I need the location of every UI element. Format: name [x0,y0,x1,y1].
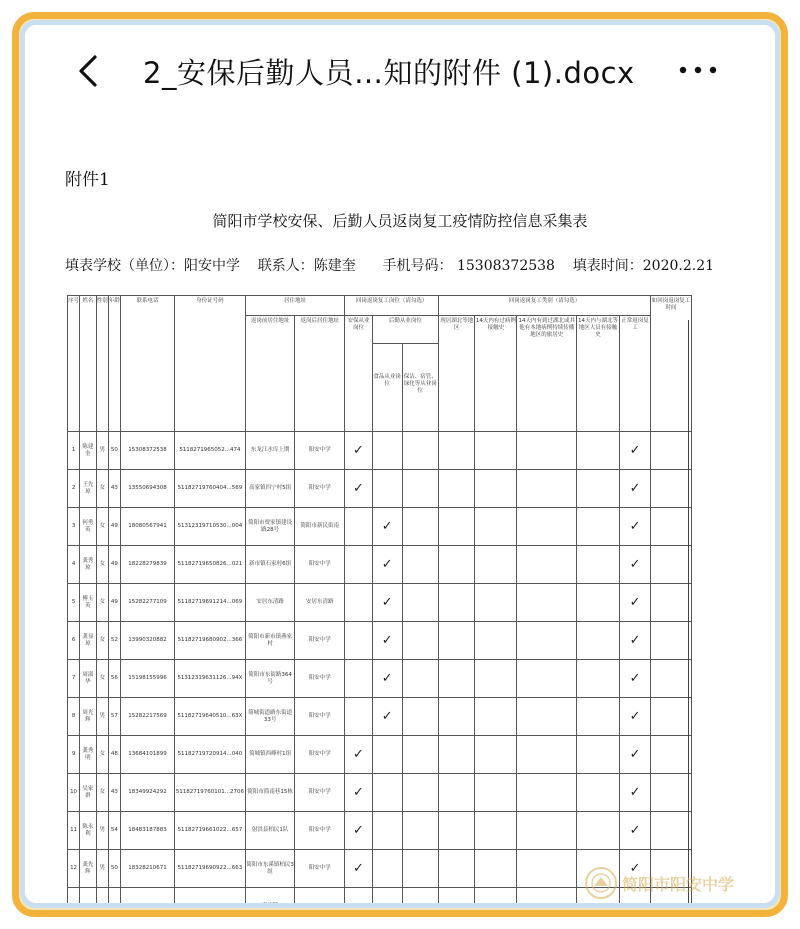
th-name: 姓名 [80,296,97,432]
info-table [67,295,692,908]
cell-name: 龚秀明 [80,736,97,774]
cell-hubei [439,698,475,736]
cell-security [345,508,373,546]
table-row [68,736,692,774]
table-body [68,432,692,909]
cell-t14 [517,660,577,698]
cell-age: 49 [108,508,120,546]
cell-clean [402,774,438,812]
more-horizontal-icon [675,55,721,85]
cell-phone [120,888,174,909]
more-button[interactable] [675,55,721,85]
cell-hubei [439,850,475,888]
th-security: 安保从业岗位 [345,316,373,432]
table-row [68,508,692,546]
cell-normal: ✓ [620,774,651,812]
school-emblem-icon [584,866,618,900]
cell-food [372,850,402,888]
cell-security [345,546,373,584]
watermark-text: 简阳市阳安中学 [622,874,735,894]
cell-other [651,774,692,812]
cell-addr1: 东龙江水库上期 [245,432,295,470]
cell-other [651,470,692,508]
cell-food: ✓ [372,584,402,622]
cell-v14 [577,622,620,660]
table-row [68,432,692,470]
cell-gender: 男 [96,698,108,736]
cell-seq: 8 [68,698,80,736]
cell-gender: 女 [96,622,108,660]
cell-addr1: 新市镇石家村6组 [245,546,295,584]
cell-normal: ✓ [620,622,651,660]
cell-c14 [475,432,517,470]
cell-hubei [439,812,475,850]
cell-security: ✓ [345,850,373,888]
cell-normal: ✓ [620,812,651,850]
th-normal: 正常返岗复工 [620,316,651,432]
cell-addr1: 简城镇西峰村1组 [245,736,295,774]
cell-name: 周光辉 [80,698,97,736]
cell-addr2: 简阳市新民街南 [295,508,345,546]
cell-age: 50 [108,432,120,470]
cell-clean [402,812,438,850]
watermark [584,863,784,903]
cell-normal: ✓ [620,432,651,470]
cell-gender: 女 [96,774,108,812]
cell-food [372,812,402,850]
cell-name: 傅玉英 [80,584,97,622]
cell-food: ✓ [372,660,402,698]
cell-addr2: 阳安中学 [295,660,345,698]
cell-phone: 13684101899 [120,736,174,774]
th-age: 年龄 [108,296,120,432]
table-row [68,774,692,812]
cell-v14 [577,660,620,698]
cell-id: 51182719640510...63X [175,698,246,736]
cell-phone: 15198155996 [120,660,174,698]
cell-addr1: 高家镇 [245,888,295,909]
cell-seq [68,888,80,909]
cell-security [345,622,373,660]
date-label: 填表时间： [572,258,643,274]
cell-c14 [475,774,517,812]
cell-name: 周淑华 [80,660,97,698]
cell-normal: ✓ [620,850,651,888]
cell-security [345,698,373,736]
cell-name: 龚先辉 [80,850,97,888]
cell-id: 51182719680902...366 [175,622,246,660]
cell-c14 [475,736,517,774]
school-value: 阳安中学 [184,258,240,274]
cell-hubei [439,508,475,546]
cell-addr2: 阳安中学 [295,698,345,736]
table-row [68,546,692,584]
cell-t14 [517,508,577,546]
cell-v14 [577,736,620,774]
cell-addr2: 阳安中学 [295,470,345,508]
cell-c14 [475,508,517,546]
cell-name: 龚秀琼 [80,546,97,584]
school-label: 填表学校（单位）： [65,258,184,274]
cell-name: 吴家群 [80,774,97,812]
th-id: 身份证号码 [175,296,246,432]
cell-addr2: 阳安中学 [295,812,345,850]
cell-addr2: 阳安中学 [295,546,345,584]
cell-v14 [577,432,620,470]
cell-other [651,508,692,546]
cell-c14 [475,470,517,508]
cell-id: 51182719720914...040 [175,736,246,774]
table-row [68,698,692,736]
cell-id: 51182719650826...021 [175,546,246,584]
th-addr-after: 返岗后居住地址 [295,316,345,432]
cell-other [651,812,692,850]
cell-age: 43 [108,470,120,508]
cell-food [372,888,402,909]
cell-seq: 4 [68,546,80,584]
cell-addr2: 阳安中学 [295,774,345,812]
th-logistics: 后勤从业岗位 [372,316,438,344]
cell-normal: ✓ [620,698,651,736]
cell-t14 [517,622,577,660]
cell-other [651,584,692,622]
cell-seq: 6 [68,622,80,660]
cell-other [651,660,692,698]
cell-hubei [439,432,475,470]
cell-gender: 男 [96,812,108,850]
cell-clean [402,470,438,508]
cell-c14 [475,546,517,584]
document-title: 2_安保后勤人员…知的附件 (1).docx [143,56,635,90]
cell-security: ✓ [345,812,373,850]
cell-hubei [439,888,475,909]
cell-clean [402,698,438,736]
cell-t14 [517,470,577,508]
cell-other [651,698,692,736]
cell-age: 52 [108,622,120,660]
cell-id [175,888,246,909]
cell-addr1: 简阳市贾家镇建设路28号 [245,508,295,546]
form-title: 简阳市学校安保、后勤人员返岗复工疫情防控信息采集表 [212,212,588,230]
cell-food: ✓ [372,698,402,736]
cell-phone: 18228279839 [120,546,174,584]
cell-addr1: 简阳市东街路364号 [245,660,295,698]
cell-c14 [475,660,517,698]
cell-t14 [517,584,577,622]
cell-security: ✓ [345,432,373,470]
cell-t14 [517,736,577,774]
cell-food [372,774,402,812]
cell-clean [402,508,438,546]
cell-food [372,736,402,774]
date-value: 2020.2.21 [642,258,715,274]
cell-security [345,888,373,909]
cell-addr1: 简阳市新市镇燕家村 [245,622,295,660]
cell-clean [402,850,438,888]
cell-normal: ✓ [620,508,651,546]
cell-age: 56 [108,660,120,698]
th-travel14: 14天内有到过湖北或其他有本地病例持续传播地区的旅居史 [517,316,577,432]
phone-screen [20,20,780,908]
cell-addr1: 简城街道路东街道33号 [245,698,295,736]
cell-seq: 12 [68,850,80,888]
th-other: 如回岗返岗复工时间 [651,296,692,432]
cell-food [372,470,402,508]
cell-id: 51182719661022...657 [175,812,246,850]
cell-gender: 女 [96,508,108,546]
th-clean: 保洁、宿管、绿化等从业岗位 [402,344,438,432]
cell-v14 [577,546,620,584]
phone-label: 手机号码： [382,258,453,274]
cell-clean [402,622,438,660]
cell-addr1: 安居东清路 [245,584,295,622]
cell-t14 [517,850,577,888]
cell-hubei [439,546,475,584]
cell-clean [402,660,438,698]
table-row [68,660,692,698]
cell-clean [402,546,438,584]
cell-gender: 女 [96,546,108,584]
cell-t14 [517,888,577,909]
cell-normal: ✓ [620,736,651,774]
cell-seq: 3 [68,508,80,546]
contact-value: 陈建奎 [313,258,356,274]
cell-id: 5118271965052...474 [175,432,246,470]
cell-security: ✓ [345,736,373,774]
cell-name: 王先琼 [80,470,97,508]
cell-name: 陈建奎 [80,432,97,470]
cell-gender: 女 [96,736,108,774]
cell-name: 龚显琼 [80,622,97,660]
th-food: 食品从业岗位 [372,344,402,432]
cell-clean [402,736,438,774]
cell-security: ✓ [345,470,373,508]
cell-normal: ✓ [620,546,651,584]
th-hubei: 现居湖北等地区 [439,316,475,432]
cell-addr2: 阳安中学 [295,850,345,888]
cell-name [80,888,97,909]
cell-t14 [517,812,577,850]
th-visitor14: 14天内与湖北等地区人员有接触史 [577,316,620,432]
cell-id: 51182719760101...2706 [175,774,246,812]
cell-security: ✓ [345,774,373,812]
cell-seq: 5 [68,584,80,622]
cell-seq: 9 [68,736,80,774]
cell-phone: 13550694308 [120,470,174,508]
cell-addr1: 简阳市东溪镇柏民3组 [245,850,295,888]
cell-v14 [577,470,620,508]
th-group-type: 回岗返岗复工类别（请勾选） [439,296,651,316]
cell-other [651,432,692,470]
cell-hubei [439,470,475,508]
cell-age: 50 [108,850,120,888]
cell-c14 [475,812,517,850]
table-right-border [688,320,689,908]
cell-v14 [577,698,620,736]
th-phone: 联系电话 [120,296,174,432]
table-row [68,584,692,622]
cell-other [651,622,692,660]
cell-addr2: 安居东清路 [295,584,345,622]
cell-age [108,888,120,909]
cell-c14 [475,622,517,660]
cell-v14 [577,508,620,546]
cell-id: 51182719690922...663 [175,850,246,888]
cell-seq: 10 [68,774,80,812]
cell-addr2: 阳安中学 [295,622,345,660]
cell-food: ✓ [372,546,402,584]
table-row [68,470,692,508]
th-contact14: 14天内有过病例接触史 [475,316,517,432]
table-head [68,296,692,432]
cell-addr1: 射洪县柏民1队 [245,812,295,850]
cell-addr1: 高家镇四宁村5组 [245,470,295,508]
table-row [68,622,692,660]
attachment-label: 附件1 [65,170,110,190]
cell-addr2: 阳安中学 [295,432,345,470]
cell-food: ✓ [372,622,402,660]
cell-gender: 女 [96,470,108,508]
contact-label: 联系人： [257,258,314,274]
phone-value: 15308372538 [456,258,555,274]
form-info [65,258,735,275]
cell-hubei [439,736,475,774]
cell-clean [402,888,438,909]
chevron-left-icon [73,53,103,89]
cell-v14 [577,774,620,812]
cell-age: 48 [108,736,120,774]
cell-t14 [517,432,577,470]
th-address: 居住地址 [245,296,344,316]
cell-hubei [439,622,475,660]
top-bar [25,25,775,113]
cell-phone: 18328210671 [120,850,174,888]
cell-seq: 11 [68,812,80,850]
cell-gender: 女 [96,660,108,698]
cell-age: 57 [108,698,120,736]
cell-other [651,546,692,584]
cell-phone: 18483187883 [120,812,174,850]
cell-c14 [475,850,517,888]
cell-id: 51182719760404...569 [175,470,246,508]
cell-age: 54 [108,812,120,850]
cell-t14 [517,698,577,736]
th-addr-before: 返岗前居住地址 [245,316,295,432]
cell-gender: 男 [96,432,108,470]
cell-phone: 15308372538 [120,432,174,470]
cell-normal: ✓ [620,470,651,508]
cell-gender: 女 [96,584,108,622]
cell-phone: 15282217569 [120,698,174,736]
cell-food: ✓ [372,508,402,546]
cell-phone: 18080567941 [120,508,174,546]
cell-id: 51182719691214...069 [175,584,246,622]
cell-c14 [475,584,517,622]
cell-name: 陈永利 [80,812,97,850]
cell-age: 43 [108,774,120,812]
table-row [68,812,692,850]
cell-id: 51312319710530...004 [175,508,246,546]
cell-normal: ✓ [620,584,651,622]
cell-security [345,584,373,622]
cell-hubei [439,660,475,698]
cell-seq: 7 [68,660,80,698]
cell-name: 何勇英 [80,508,97,546]
cell-v14 [577,584,620,622]
cell-addr1: 简阳市简南巷15栋 [245,774,295,812]
cell-security [345,660,373,698]
cell-other [651,736,692,774]
cell-t14 [517,546,577,584]
cell-phone: 18349924292 [120,774,174,812]
back-button[interactable] [73,53,103,89]
cell-gender [96,888,108,909]
th-group-post: 回岗返岗复工岗位（请勾选） [345,296,439,316]
th-gender: 性别 [96,296,108,432]
cell-addr2 [295,888,345,909]
cell-clean [402,584,438,622]
cell-v14 [577,812,620,850]
cell-phone: 13990320882 [120,622,174,660]
cell-gender: 男 [96,850,108,888]
cell-food [372,432,402,470]
cell-c14 [475,888,517,909]
cell-hubei [439,584,475,622]
table-wrapper [67,295,707,908]
cell-id: 51312319631126...94X [175,660,246,698]
th-seq: 序号 [68,296,80,432]
cell-age: 49 [108,546,120,584]
cell-seq: 1 [68,432,80,470]
cell-normal: ✓ [620,660,651,698]
cell-t14 [517,774,577,812]
cell-phone: 15282277109 [120,584,174,622]
cell-clean [402,432,438,470]
cell-age: 49 [108,584,120,622]
cell-c14 [475,698,517,736]
cell-addr2: 阳安中学 [295,736,345,774]
cell-hubei [439,774,475,812]
cell-seq: 2 [68,470,80,508]
